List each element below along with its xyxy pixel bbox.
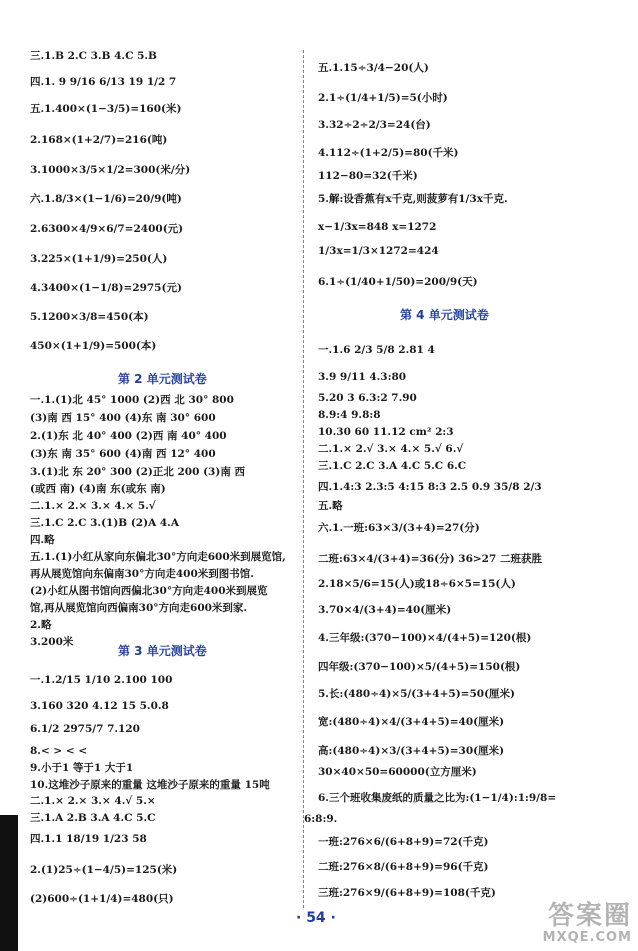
answer-line: (2)600÷(1+1/4)=480(只) <box>30 893 174 905</box>
answer-line: 2.6300×4/9×6/7=2400(元) <box>30 223 184 235</box>
answer-line: 2.(1)东 北 40° 400 (2)西 南 40° 400 <box>30 430 227 442</box>
answer-line: 6.1÷(1/40+1/50)=200/9(天) <box>318 276 478 288</box>
answer-line: 3.(1)北 东 20° 300 (2)正北 200 (3)南 西 <box>30 466 245 478</box>
answer-line: 2.168×(1+2/7)=216(吨) <box>30 134 168 146</box>
answer-line: 4.三年级:(370−100)×4/(4+5)=120(根) <box>318 632 532 644</box>
answer-line: 5.长:(480÷4)×5/(3+4+5)=50(厘米) <box>318 688 516 700</box>
answer-line: 高:(480÷4)×3/(3+4+5)=30(厘米) <box>318 745 505 757</box>
answer-line: 五.1.15÷3/4−20(人) <box>318 62 429 74</box>
answer-line: 二.1.× 2.√ 3.× 4.× 5.√ 6.√ <box>318 443 464 455</box>
answer-line: 3.200米 <box>30 636 74 648</box>
answer-line: 10.这堆沙子原来的重量 这堆沙子原来的重量 15吨 <box>30 779 270 791</box>
answer-line: 6:8:9. <box>304 813 338 825</box>
answer-line: 五.略 <box>318 500 343 512</box>
answer-line: 二.1.× 2.× 3.× 4.× 5.√ <box>30 500 156 512</box>
answer-line: 三.1.B 2.C 3.B 4.C 5.B <box>30 50 157 62</box>
answer-line: 2.1÷(1/4+1/5)=5(小时) <box>318 92 448 104</box>
watermark-logo <box>543 902 632 945</box>
answer-line: 30×40×50=60000(立方厘米) <box>318 766 477 778</box>
answer-line: 450×(1+1/9)=500(本) <box>30 340 157 352</box>
answer-line: 2.(1)25÷(1−4/5)=125(米) <box>30 864 178 876</box>
answer-line: 2.略 <box>30 619 52 631</box>
answer-line: 4.3400×(1−1/8)=2975(元) <box>30 282 182 294</box>
answer-line: 5.解:设香蕉有x千克,则菠萝有1/3x千克. <box>318 193 508 205</box>
answer-line: 6.1/2 2975/7 7.120 <box>30 723 140 735</box>
answer-line: 二班:63×4/(3+4)=36(分) 36>27 二班获胜 <box>318 553 542 565</box>
column-divider <box>303 50 304 908</box>
answer-line: (2)小红从图书馆向西偏北30°方向走400米到展览 <box>30 585 268 597</box>
answer-line: 8.< > < < <box>30 745 88 757</box>
answer-line: 3.160 320 4.12 15 5.0.8 <box>30 700 169 712</box>
answer-line: 四.1.4:3 2.3:5 4:15 8:3 2.5 0.9 35/8 2/3 <box>318 481 542 493</box>
answer-line: 3.225×(1+1/9)=250(人) <box>30 253 168 265</box>
answer-line: 2.18×5/6=15(人)或18÷6×5=15(人) <box>318 578 516 590</box>
answer-line: 112−80=32(千米) <box>318 170 418 182</box>
answer-line: 3.32÷2÷2/3=24(台) <box>318 119 431 131</box>
section-title: 第 2 单元测试卷 <box>118 372 207 386</box>
answer-line: 六.1.一班:63×3/(3+4)=27(分) <box>318 522 480 534</box>
answer-line: 三.1.C 2.C 3.(1)B (2)A 4.A <box>30 517 179 529</box>
answer-line: 三.1.C 2.C 3.A 4.C 5.C 6.C <box>318 460 467 472</box>
answer-line: 五.1.(1)小红从家向东偏北30°方向走600米到展览馆, <box>30 551 286 563</box>
answer-line: 宽:(480÷4)×4/(3+4+5)=40(厘米) <box>318 716 505 728</box>
answer-line: 5.1200×3/8=450(本) <box>30 311 149 323</box>
answer-line: 一.1.2/15 1/10 2.100 100 <box>30 674 173 686</box>
answer-line: 二.1.× 2.× 3.× 4.√ 5.× <box>30 795 156 807</box>
answer-line: 4.112÷(1+2/5)=80(千米) <box>318 147 459 159</box>
answer-line: 6.三个班收集废纸的质量之比为:(1−1/4):1:9/8= <box>318 792 557 804</box>
answer-line: (3)南 西 15° 400 (4)东 南 30° 600 <box>30 412 216 424</box>
watermark-text: 答案圈 <box>547 901 632 931</box>
answer-line: 一班:276×6/(6+8+9)=72(千克) <box>318 836 489 848</box>
answer-line: 一.1.(1)北 45° 1000 (2)西 北 30° 800 <box>30 394 234 406</box>
answer-line: 三班:276×9/(6+8+9)=108(千克) <box>318 887 496 899</box>
answer-line: x−1/3x=848 x=1272 <box>318 221 437 233</box>
answer-line: 5.20 3 6.3:2 7.90 <box>318 392 417 404</box>
answer-line: 四年级:(370−100)×5/(4+5)=150(根) <box>318 661 521 673</box>
answer-line: 馆,再从展览馆向西偏南30°方向走600米到家. <box>30 602 248 614</box>
answer-line: 二班:276×8/(6+8+9)=96(千克) <box>318 861 489 873</box>
answer-line: 9.小于1 等于1 大于1 <box>30 762 134 774</box>
answer-line: 3.1000×3/5×1/2=300(米/分) <box>30 164 191 176</box>
section-title: 第 4 单元测试卷 <box>400 308 489 322</box>
answer-line: 1/3x=1/3×1272=424 <box>318 245 439 257</box>
answer-line: 3.70×4/(3+4)=40(厘米) <box>318 604 452 616</box>
answer-line: (或西 南) (4)南 东(或东 南) <box>30 483 166 495</box>
answer-line: 四.略 <box>30 534 55 546</box>
answer-line: 再从展览馆向东偏南30°方向走400米到图书馆. <box>30 568 254 580</box>
answer-line: 10.30 60 11.12 cm² 2:3 <box>318 426 454 438</box>
answer-line: 五.1.400×(1−3/5)=160(米) <box>30 103 182 115</box>
answer-line: 三.1.A 2.B 3.A 4.C 5.C <box>30 812 156 824</box>
answer-line: 8.9:4 9.8:8 <box>318 409 381 421</box>
answer-line: 四.1. 9 9/16 6/13 19 1/2 7 <box>30 76 177 88</box>
section-title: 第 3 单元测试卷 <box>118 644 207 658</box>
answer-line: 六.1.8/3×(1−1/6)=20/9(吨) <box>30 193 182 205</box>
page-number: · 54 · <box>296 910 336 926</box>
answer-line: 四.1.1 18/19 1/23 58 <box>30 833 147 845</box>
scan-edge-bar <box>0 815 18 951</box>
answer-line: 一.1.6 2/3 5/8 2.81 4 <box>318 344 435 356</box>
watermark-url: MXQE.COM <box>542 930 632 945</box>
answer-line: (3)东 南 35° 600 (4)南 西 12° 400 <box>30 448 216 460</box>
answer-line: 3.9 9/11 4.3:80 <box>318 371 407 383</box>
